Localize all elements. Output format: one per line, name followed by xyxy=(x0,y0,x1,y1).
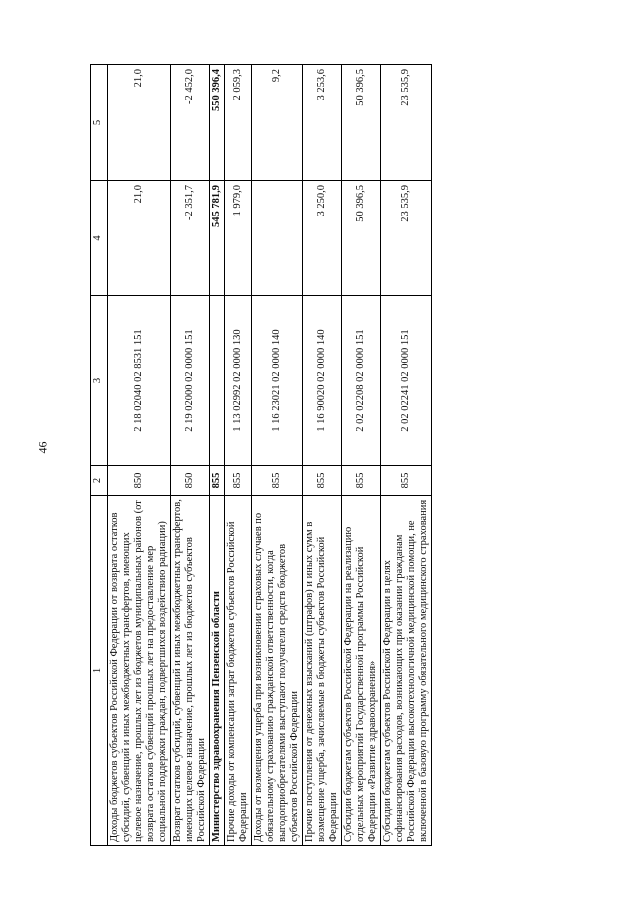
rotated-page-region xyxy=(90,65,570,846)
row-value-col4-cell: 21,0 xyxy=(108,181,171,296)
row-name-cell: Субсидии бюджетам субъектов Российской Федерации на реализацию отдельных мероприятий Государственной программы Российской Федерации «Развитие здравоохранения» xyxy=(342,496,381,846)
page-number: 46 xyxy=(35,441,50,454)
table-row xyxy=(171,65,210,846)
row-code-cell: 855 xyxy=(381,466,432,496)
row-value-col5-cell: 2 059,3 xyxy=(225,65,252,181)
row-code-cell: 855 xyxy=(303,466,342,496)
row-kbk-cell: 2 19 02000 02 0000 151 xyxy=(171,296,210,466)
row-code-cell: 850 xyxy=(108,466,171,496)
row-value-col4-cell: 23 535,9 xyxy=(381,181,432,296)
row-code-cell: 855 xyxy=(252,466,303,496)
row-value-col4-cell: 1 979,0 xyxy=(225,181,252,296)
row-code-cell: 855 xyxy=(210,466,225,496)
row-value-col5-cell: 3 253,6 xyxy=(303,65,342,181)
table-row xyxy=(108,65,171,846)
row-name-cell: Министерство здравоохранения Пензенской области xyxy=(210,496,225,846)
row-name-cell: Субсидии бюджетам субъектов Российской Федерации в целях софинансирования расходов, возникающих при оказании гражданам Российской Федерации высокотехнологичной медицинской помощи, не включенной в базовую программу обязательного медицинского страхования xyxy=(381,496,432,846)
table-row xyxy=(381,65,432,846)
row-kbk-cell: 2 02 02208 02 0000 151 xyxy=(342,296,381,466)
row-name-cell: Прочие поступления от денежных взысканий (штрафов) и иных сумм в возмещение ущерба, зачисляемые в бюджеты субъектов Российской Федерации xyxy=(303,496,342,846)
row-kbk-cell xyxy=(210,296,225,466)
row-kbk-cell: 2 02 02241 02 0000 151 xyxy=(381,296,432,466)
row-value-col4-cell xyxy=(252,181,303,296)
row-value-col5-cell: -2 452,0 xyxy=(171,65,210,181)
row-value-col4-cell: 50 396,5 xyxy=(342,181,381,296)
header-col-3: 3 xyxy=(91,296,108,466)
row-name-cell: Возврат остатков субсидий, субвенций и иных межбюджетных трансфертов, имеющих целевое назначение, прошлых лет из бюджетов субъектов Российской Федерации xyxy=(171,496,210,846)
row-code-cell: 850 xyxy=(171,466,210,496)
row-value-col4-cell: 3 250,0 xyxy=(303,181,342,296)
row-value-col4-cell: 545 781,9 xyxy=(210,181,225,296)
table-header-row xyxy=(91,65,108,846)
row-code-cell: 855 xyxy=(225,466,252,496)
row-value-col5-cell: 550 396,4 xyxy=(210,65,225,181)
rotated-table-frame xyxy=(90,65,570,846)
row-name-cell: Прочие доходы от компенсации затрат бюджетов субъектов Российской Федерации xyxy=(225,496,252,846)
header-col-1: 1 xyxy=(91,496,108,846)
header-col-5: 5 xyxy=(91,65,108,181)
row-kbk-cell: 1 13 02992 02 0000 130 xyxy=(225,296,252,466)
row-kbk-cell: 1 16 90020 02 0000 140 xyxy=(303,296,342,466)
row-value-col5-cell: 50 396,5 xyxy=(342,65,381,181)
table-row xyxy=(303,65,342,846)
row-name-cell: Доходы от возмещения ущерба при возникновении страховых случаев по обязательному страхованию гражданской ответственности, когда выгодоприобретателями выступают получатели средств бюджетов субъектов Российской Федерации xyxy=(252,496,303,846)
table-row xyxy=(210,65,225,846)
row-code-cell: 855 xyxy=(342,466,381,496)
row-value-col4-cell: -2 351,7 xyxy=(171,181,210,296)
revenue-table xyxy=(90,64,432,846)
row-name-cell: Доходы бюджетов субъектов Российской Федерации от возврата остатков субсидий, субвенций и иных межбюджетных трансфертов, имеющих целевое назначение, прошлых лет из бюджетов муниципальных районов (от возврата остатков субвенций прошлых лет на предоставление мер социальной поддержки граждан, подвергшихся воздействию радиации) xyxy=(108,496,171,846)
table-row xyxy=(342,65,381,846)
row-value-col5-cell: 23 535,9 xyxy=(381,65,432,181)
row-kbk-cell: 2 18 02040 02 8531 151 xyxy=(108,296,171,466)
row-kbk-cell: 1 16 23021 02 0000 140 xyxy=(252,296,303,466)
row-value-col5-cell: 9,2 xyxy=(252,65,303,181)
table-row xyxy=(252,65,303,846)
header-col-4: 4 xyxy=(91,181,108,296)
table-row xyxy=(225,65,252,846)
header-col-2: 2 xyxy=(91,466,108,496)
row-value-col5-cell: 21,0 xyxy=(108,65,171,181)
table-body xyxy=(108,65,432,846)
